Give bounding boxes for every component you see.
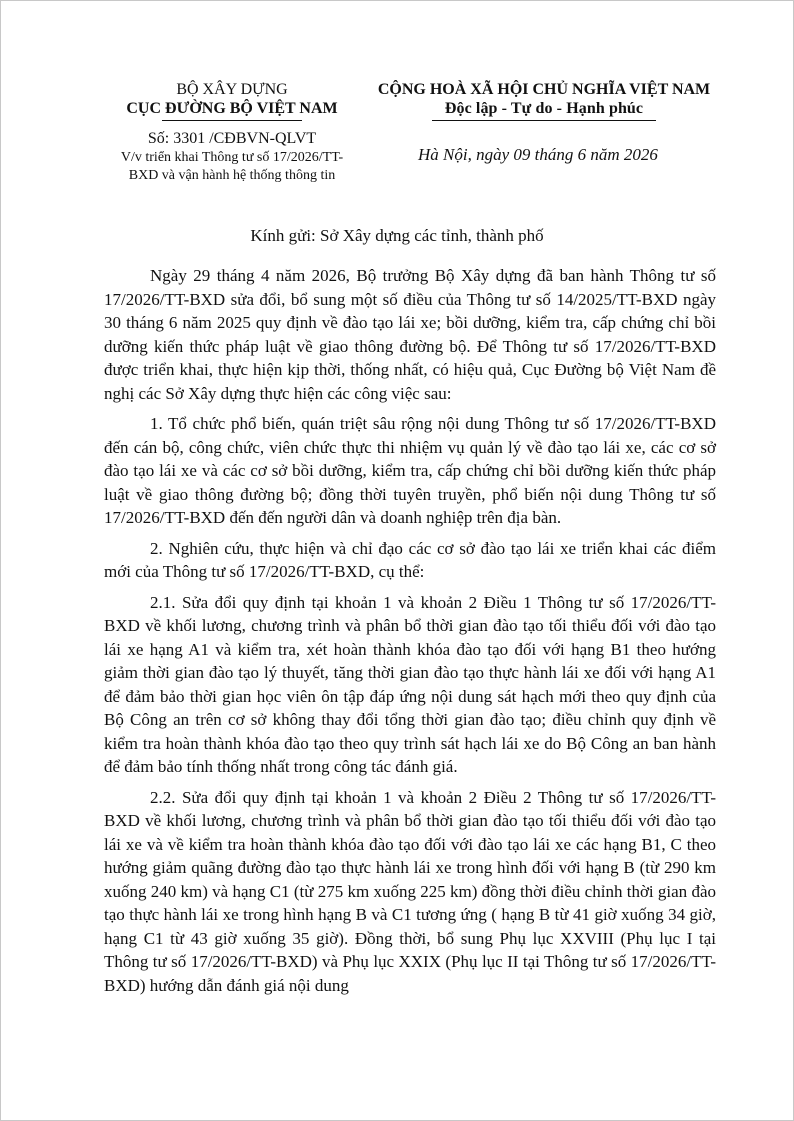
recipient-line: Kính gửi: Sở Xây dựng các tỉnh, thành phố <box>250 226 544 245</box>
subject-line-1: V/v triển khai Thông tư số 17/2026/TT- <box>120 150 344 165</box>
subject-line-2: BXD và vận hành hệ thống thông tin <box>128 168 336 183</box>
paragraph-intro: Ngày 29 tháng 4 năm 2026, Bộ trưởng Bộ Xây dựng đã ban hành Thông tư số 17/2026/TT-BXD sửa đổi, bổ sung một số điều của Thông tư số 14/2025/TT-BXD ngày 30 tháng 6 năm 2025 quy định về đào tạo lái xe; bồi dưỡng, kiểm tra, cấp chứng chỉ bồi dưỡng kiến thức pháp luật về giao thông đường bộ. Để Thông tư số 17/2026/TT-BXD được triển khai, thực hiện kịp thời, thống nhất, có hiệu quả, Cục Đường bộ Việt Nam đề nghị các Sở Xây dựng thực hiện các công việc sau: <box>104 266 716 403</box>
department-name: CỤC ĐƯỜNG BỘ VIỆT NAM <box>126 100 338 117</box>
paragraph-item-2: 2. Nghiên cứu, thực hiện và chỉ đạo các cơ sở đào tạo lái xe triển khai các điểm mới của Thông tư số 17/2026/TT-BXD, cụ thể: <box>104 538 716 581</box>
nation-name: CỘNG HOÀ XÃ HỘI CHỦ NGHĨA VIỆT NAM <box>377 81 711 98</box>
document-body <box>104 264 716 1004</box>
ministry-name: BỘ XÂY DỰNG <box>176 81 288 98</box>
document-number: Số: 3301 /CĐBVN-QLVT <box>147 130 317 147</box>
paragraph-item-2-1: 2.1. Sửa đổi quy định tại khoản 1 và khoản 2 Điều 1 Thông tư số 17/2026/TT-BXD về khối lương, chương trình và phân bổ thời gian đào tạo tối thiểu đối với đào tạo lái xe hạng A1 và kiểm tra, xét hoàn thành khóa đào tạo đối với hạng B1 theo hướng giảm thời gian đào tạo lý thuyết, tăng thời gian đào tạo thực hành lái xe đối với hạng A1 để đảm bảo thời gian học viên ôn tập đáp ứng nội dung sát hạch mới theo quy định của Bộ Công an trên cơ sở không thay đổi tổng thời gian đào tạo; điều chỉnh quy định về kiểm tra hoàn thành khóa đào tạo theo quy trình sát hạch lái xe do Bộ Công an ban hành để đảm bảo tính thống nhất trong công tác đánh giá. <box>104 592 716 776</box>
national-motto: Độc lập - Tự do - Hạnh phúc <box>444 100 644 117</box>
motto-underline <box>432 120 656 121</box>
paragraph-item-1: 1. Tổ chức phổ biến, quán triệt sâu rộng nội dung Thông tư số 17/2026/TT-BXD đến cán bộ, công chức, viên chức thực thi nhiệm vụ quản lý về đào tạo lái xe, các cơ sở đào tạo lái xe và các cơ sở bồi dưỡng, kiểm tra, cấp chứng chỉ bồi dưỡng kiến thức pháp luật về giao thông đường bộ; đồng thời tuyên truyền, phổ biến nội dung Thông tư số 17/2026/TT-BXD đến đến người dân và doanh nghiệp trên địa bàn. <box>104 414 716 527</box>
paragraph-item-2-2: 2.2. Sửa đổi quy định tại khoản 1 và khoản 2 Điều 2 Thông tư số 17/2026/TT-BXD về khối lương, chương trình và phân bổ thời gian đào tạo tối thiểu đối với đào tạo lái xe và về kiểm tra hoàn thành khóa đào tạo đối với đào tạo lái xe các hạng B1, C theo hướng giảm quãng đường đào tạo thực hành lái xe trong hình đối với hạng B (từ 290 km xuống 240 km) và hạng C1 (từ 275 km xuống 225 km) đồng thời điều chỉnh thời gian đào tạo thực hành lái xe trong hình hạng B và C1 tương ứng ( hạng B từ 41 giờ xuống 34 giờ, hạng C1 từ 43 giờ xuống 35 giờ). Đồng thời, bổ sung Phụ lục XXVIII (Phụ lục I tại Thông tư số 17/2026/TT-BXD) và Phụ lục XXIX (Phụ lục II tại Thông tư số 17/2026/TT-BXD) hướng dẫn đánh giá nội dung <box>104 787 716 995</box>
issuer-block <box>96 80 368 184</box>
issuer-underline <box>162 120 302 121</box>
national-header <box>366 80 722 121</box>
date-line: Hà Nội, ngày 09 tháng 6 năm 2026 <box>418 145 658 164</box>
